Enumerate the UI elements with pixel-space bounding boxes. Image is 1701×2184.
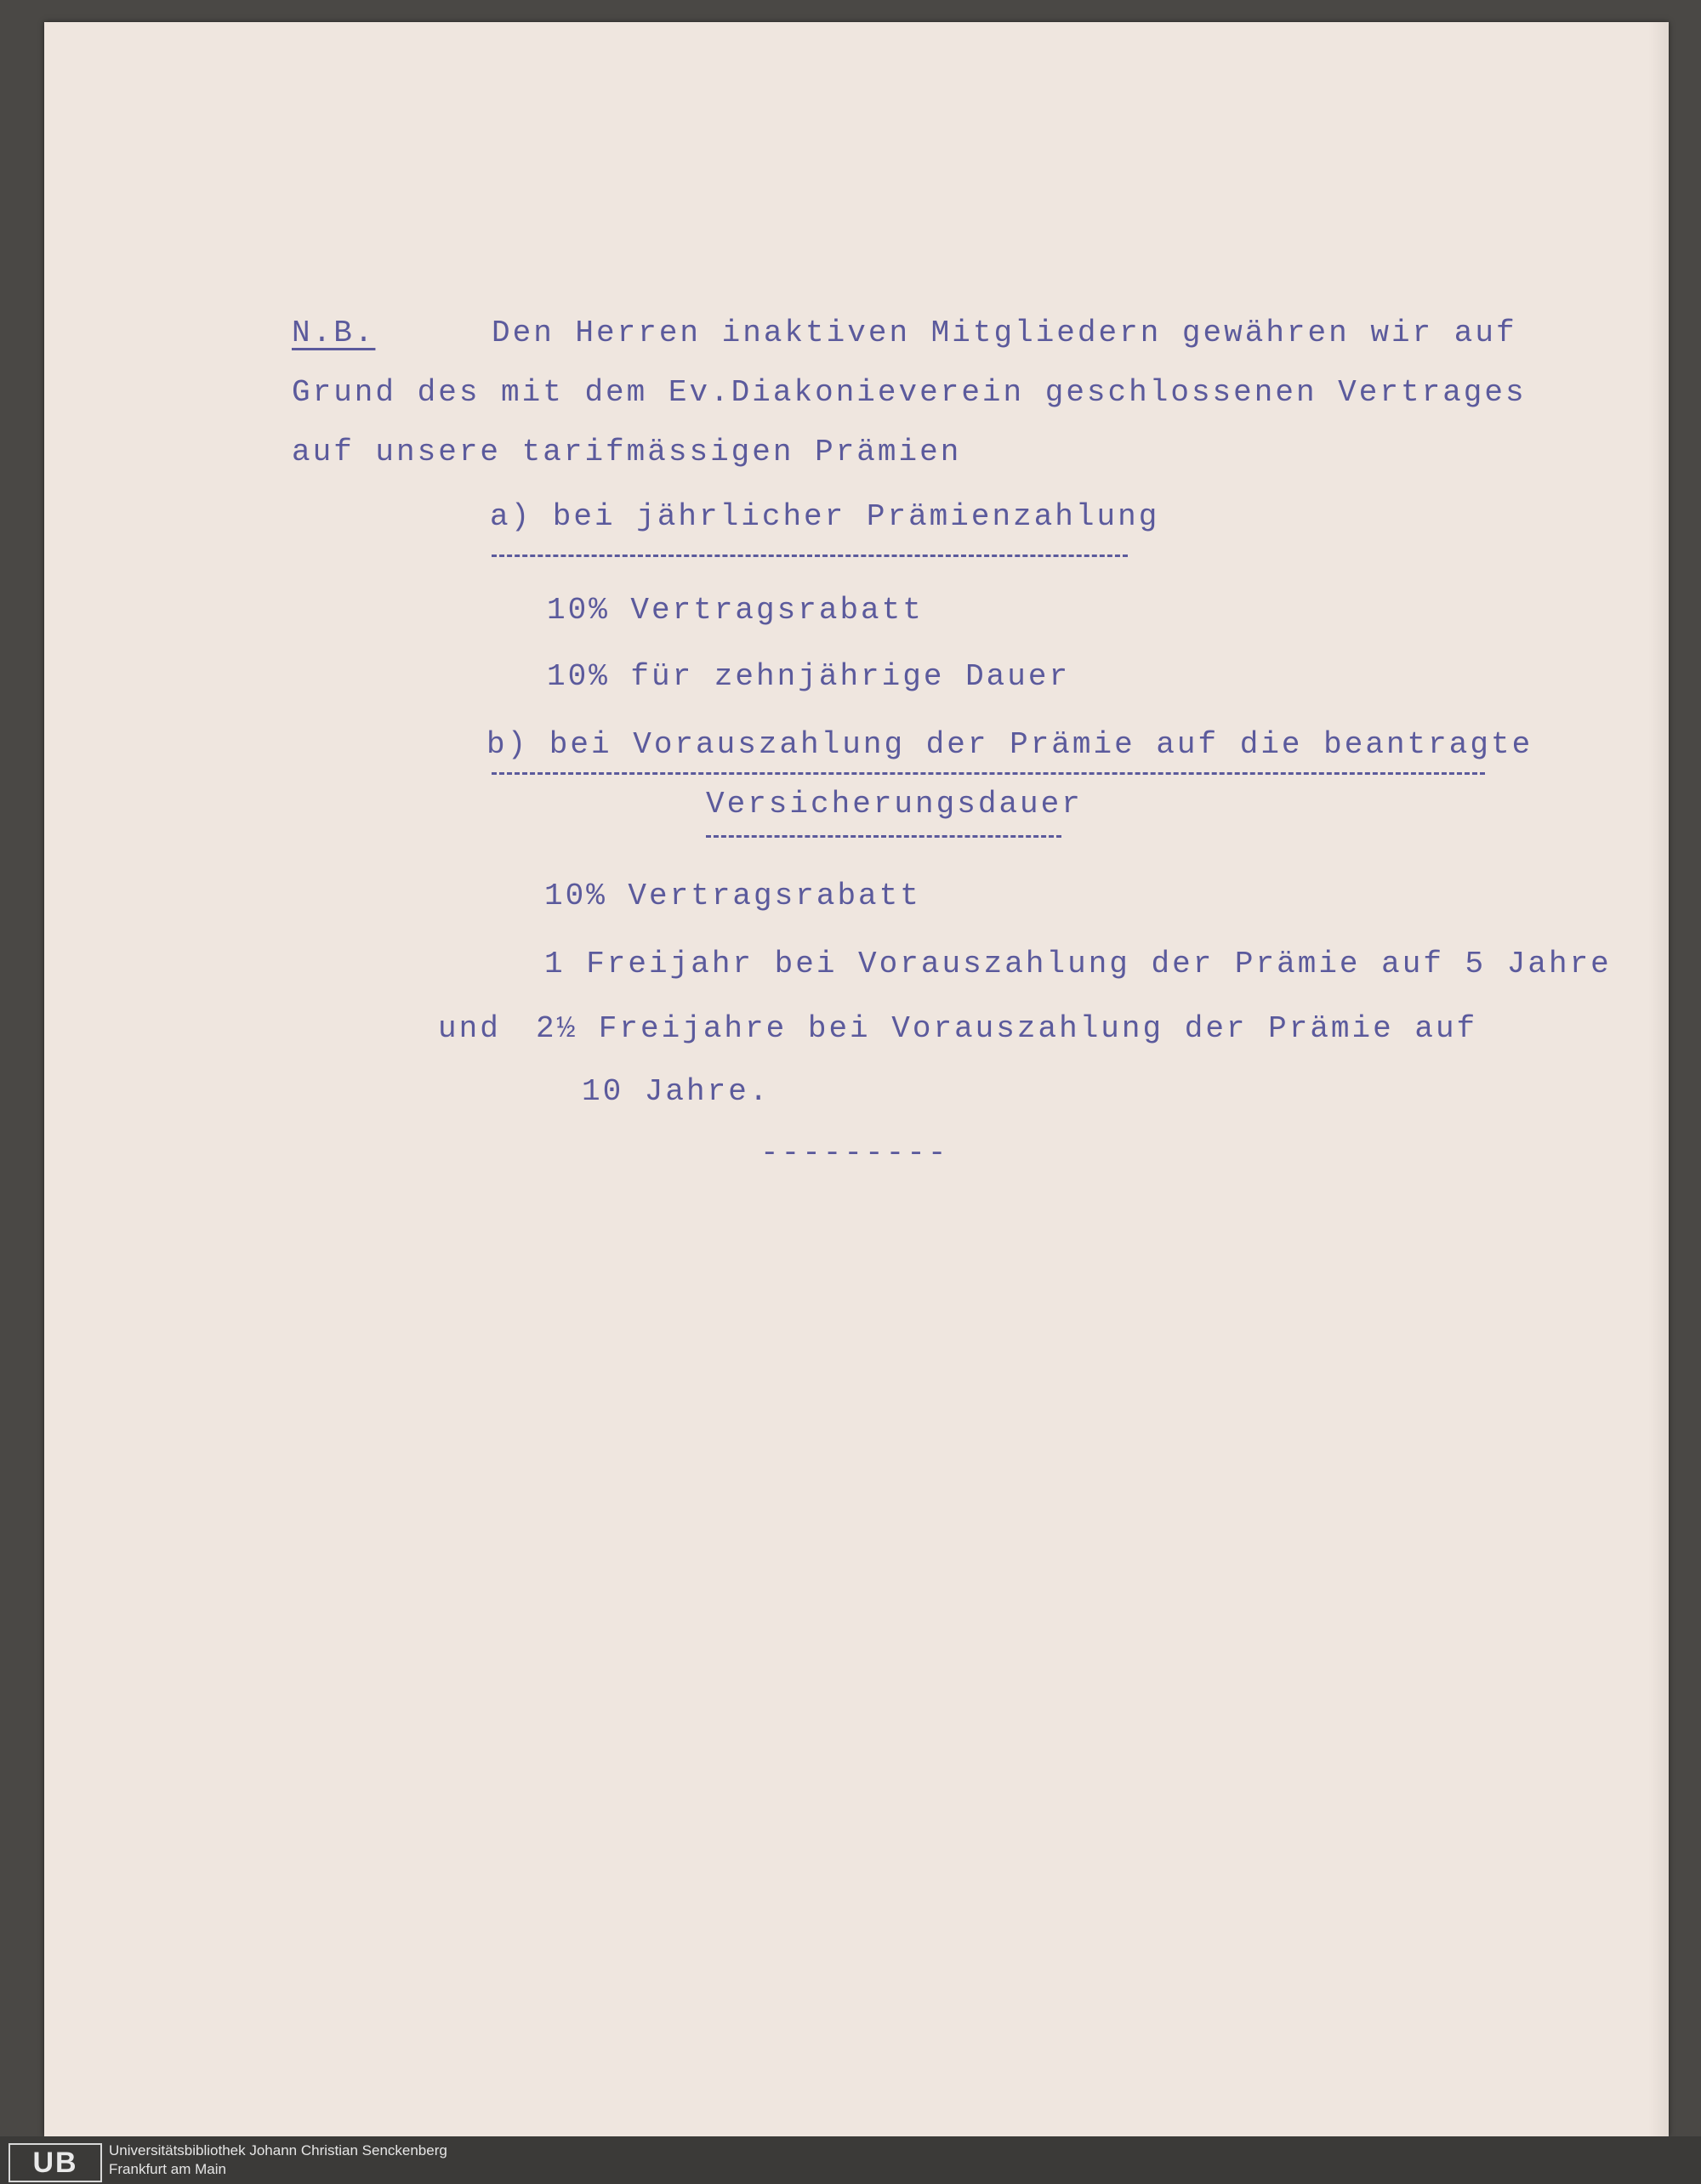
line-2-text: Grund des mit dem Ev.Diakonieverein geschlossenen Vertrages [292, 375, 1527, 410]
section-a-item-2: 10% für zehnjährige Dauer [547, 659, 1071, 694]
section-b-item-4: 10 Jahre. [582, 1074, 771, 1109]
section-a-heading: a) bei jährlicher Prämienzahlung [490, 499, 1160, 534]
section-b-heading: b) bei Vorauszahlung der Prämie auf die beantragte [486, 727, 1533, 762]
footer-text [109, 2141, 447, 2179]
footer-line-1: Universitätsbibliothek Johann Christian Senckenberg [109, 2142, 447, 2158]
section-b-underline [492, 772, 1485, 775]
section-b-heading-2: Versicherungsdauer [706, 787, 1083, 822]
section-a-underline [492, 555, 1128, 557]
footer-line-2: Frankfurt am Main [109, 2161, 226, 2177]
nb-label: N.B. [292, 316, 376, 350]
section-b-und: und [438, 1011, 501, 1046]
section-a-item-1: 10% Vertragsrabatt [547, 593, 924, 628]
ub-logo: UB [9, 2143, 102, 2182]
line-3-text: auf unsere tarifmässigen Prämien [292, 435, 962, 469]
section-b-heading-2-underline [706, 835, 1061, 838]
end-rule: --------- [760, 1135, 949, 1170]
section-b-item-1: 10% Vertragsrabatt [544, 879, 921, 913]
footer-bar [0, 2136, 1701, 2184]
section-b-item-3: 2½ Freijahre bei Vorauszahlung der Prämie auf [536, 1011, 1478, 1046]
line-1-text: Den Herren inaktiven Mitgliedern gewähren wir auf [492, 316, 1517, 350]
section-b-item-2: 1 Freijahr bei Vorauszahlung der Prämie auf 5 Jahre [544, 947, 1612, 981]
